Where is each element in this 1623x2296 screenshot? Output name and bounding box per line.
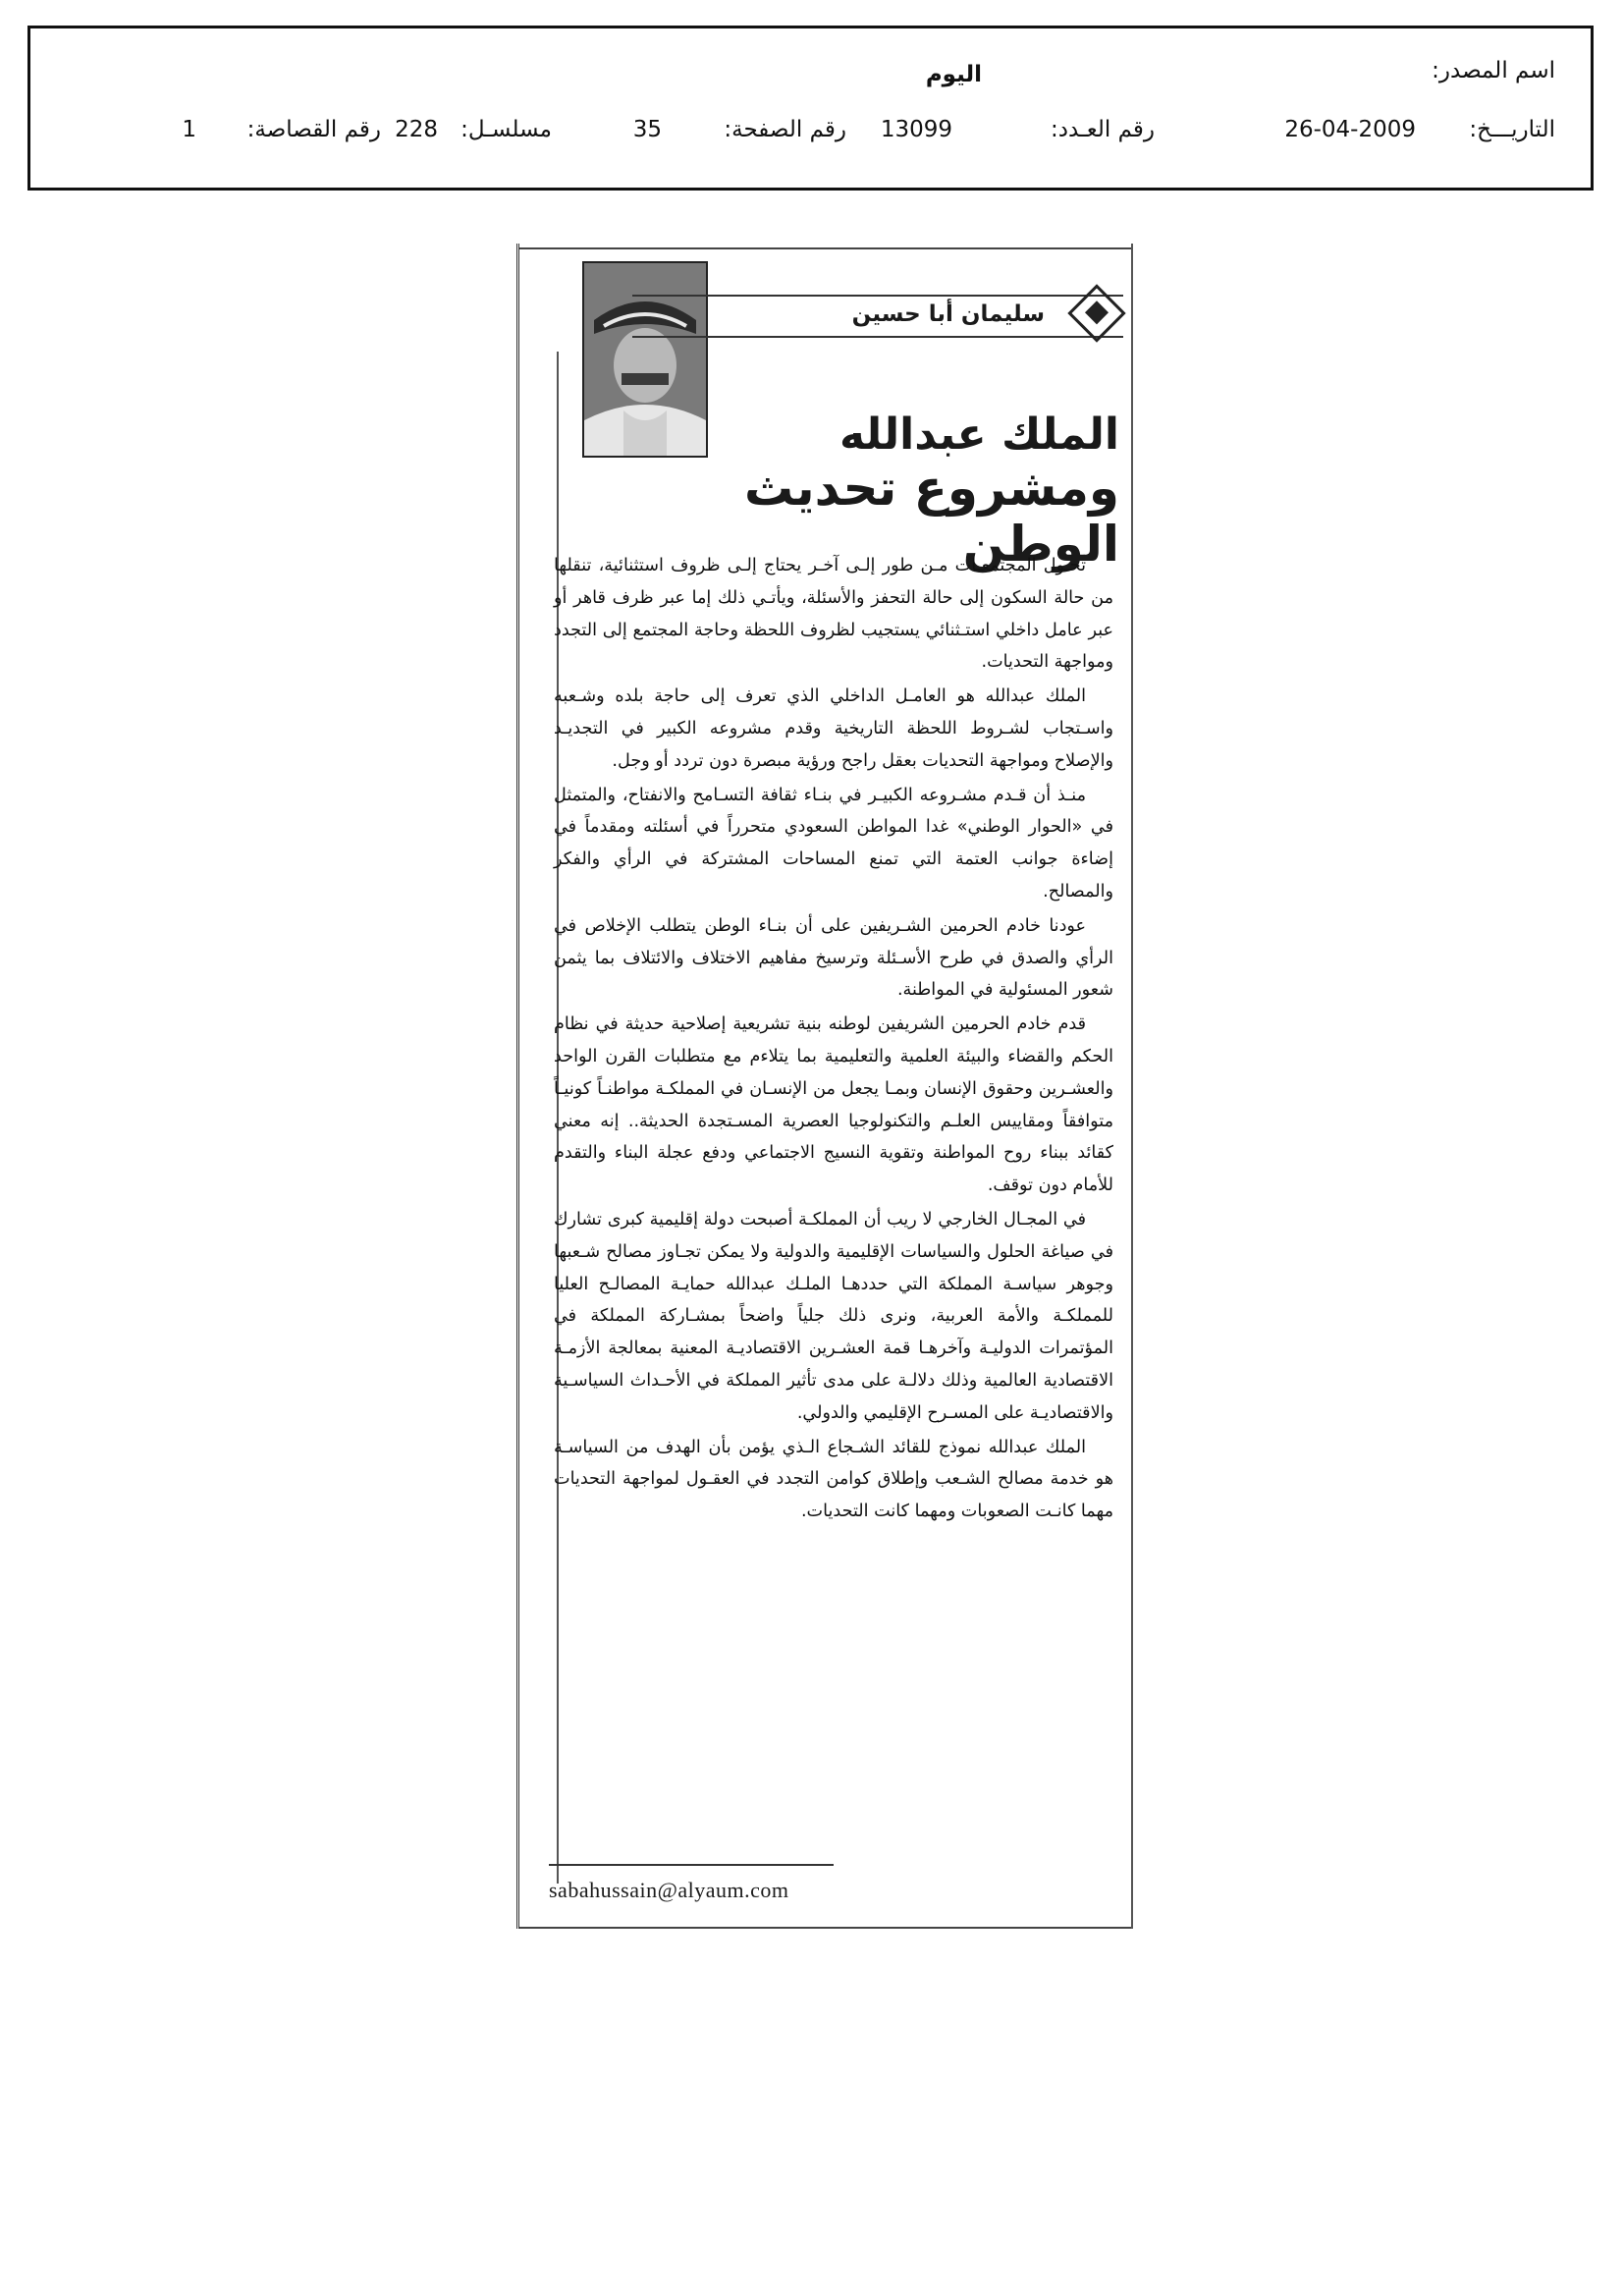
issue-label: رقم العـدد:: [1050, 117, 1155, 142]
article-body: [554, 550, 1113, 1530]
author-name: سليمان أبا حسين: [851, 301, 1045, 327]
paragraph: قدم خادم الحرمين الشريفين لوطنه بنية تشريعية إصلاحية حديثة في نظام الحكم والقضاء والبيئة العلمية والتعليمية بما يتلاءم مع متطلبات القرن الواحد والعشـرين وحقوق الإنسان وبمـا يجعل من الإنسـان في المملكـة مواطنـاً كونيـاً متوافقاً ومقاييس العلـم والتكنولوجيا العصرية المسـتجدة الحديثة.. إنه معني كقائد ببناء روح المواطنة وتقوية النسيج الاجتماعي ودفع عجلة البناء والتقدم للأمام دون توقف.: [554, 1014, 1113, 1196]
source-label: اسم المصدر:: [1432, 58, 1555, 83]
paragraph: منـذ أن قـدم مشـروعه الكبيـر في بنـاء ثقافة التسـامح والانفتاح، والمتمثل في «الحوار الوطني» غدا المواطن السعودي متحرراً في أسئلته ومقدماً في إضاءة جوانب العتمة التي تمنع المساحات المشتركة في الرأي والفكر والمصالح.: [554, 785, 1113, 902]
author-photo: [582, 261, 708, 458]
byline-bar: [632, 295, 1123, 338]
clipping-metadata-box: [27, 26, 1594, 191]
page-label: رقم الصفحة:: [724, 117, 846, 142]
source-name: اليوم: [925, 62, 982, 87]
paragraph: الملك عبدالله هو العامـل الداخلي الذي تعرف إلى حاجة بلده وشـعبه واسـتجاب لشـروط اللحظة التاريخية وقدم مشروعه الكبير في التجديـد والإصلاح ومواجهة التحديات بعقل راجح ورؤية مبصرة دون تردد أو وجل.: [554, 686, 1113, 771]
paragraph: في المجـال الخارجي لا ريب أن المملكـة أصبحت دولة إقليمية كبرى تشارك في صياغة الحلول والسياسات الإقليمية والدولية ولا يمكن تجـاوز مصالح شـعبها وجوهر سياسـة المملكة التي حددهـا الملـك عبدالله حمايـة المصالـح العليا للمملكـة والأمة العربية، ونرى ذلك جلياً واضحاً بمشـاركة المملكة في المؤتمرات الدوليـة وآخرهـا قمة العشـرين الاقتصاديـة المعنية بمعالجة الأزمـة الاقتصادية العالمية وذلك دلالـة على مدى تأثير المملكة في الأحـداث السياسـية والاقتصاديـة على المسـرح الإقليمي والدولي.: [554, 1209, 1113, 1423]
newspaper-clipping: [516, 244, 1133, 1929]
article-headline: [707, 410, 1119, 574]
date-label: التاريـــخ:: [1469, 117, 1555, 142]
page-value: 35: [632, 117, 662, 142]
bottom-rule: [519, 1927, 1131, 1929]
headline-line-1: الملك عبدالله: [839, 410, 1119, 460]
author-email: sabahussain@alyaum.com: [549, 1878, 789, 1902]
headline-line-2: ومشروع تحديث الوطن: [743, 459, 1119, 574]
issue-value: 13099: [880, 117, 952, 142]
paragraph: الملك عبدالله نموذج للقائد الشـجاع الـذي يؤمن بأن الهدف من السياسـة هو خدمة مصالح الشـعب وإطلاق كوامن التجدد في العقـول لمواجهة التحديات مهما كانـت الصعوبات ومهما كانت التحديات.: [554, 1437, 1113, 1522]
paragraph: تحـول المجتمعـات مـن طور إلـى آخـر يحتاج إلـى ظروف استثنائية، تنقلها من حالة السكون إلى حالة التحفز والأسئلة، ويأتـي ذلك إما عبر ظرف قاهر أو عبر عامل داخلي استـثنائي يستجيب لظروف اللحظة وحاجة المجتمع إلى التجدد ومواجهة التحديات.: [554, 556, 1113, 673]
column-emblem-icon: [1067, 284, 1125, 342]
top-rule: [519, 247, 1131, 249]
clip-number-label: رقم القصاصة:: [246, 117, 381, 142]
signature-rule: [549, 1864, 834, 1866]
clip-number-value: 1: [182, 117, 196, 142]
serial-value: 228: [395, 117, 438, 142]
date-value: 26-04-2009: [1284, 117, 1416, 142]
serial-label: مسلسـل:: [460, 117, 552, 142]
paragraph: عودنا خادم الحرمين الشـريفين على أن بنـاء الوطن يتطلب الإخلاص في الرأي والصدق في طرح الأسـئلة وترسيخ مفاهيم الاختلاف والائتلاف بما يثمن شعور المسئولية في المواطنة.: [554, 915, 1113, 1001]
